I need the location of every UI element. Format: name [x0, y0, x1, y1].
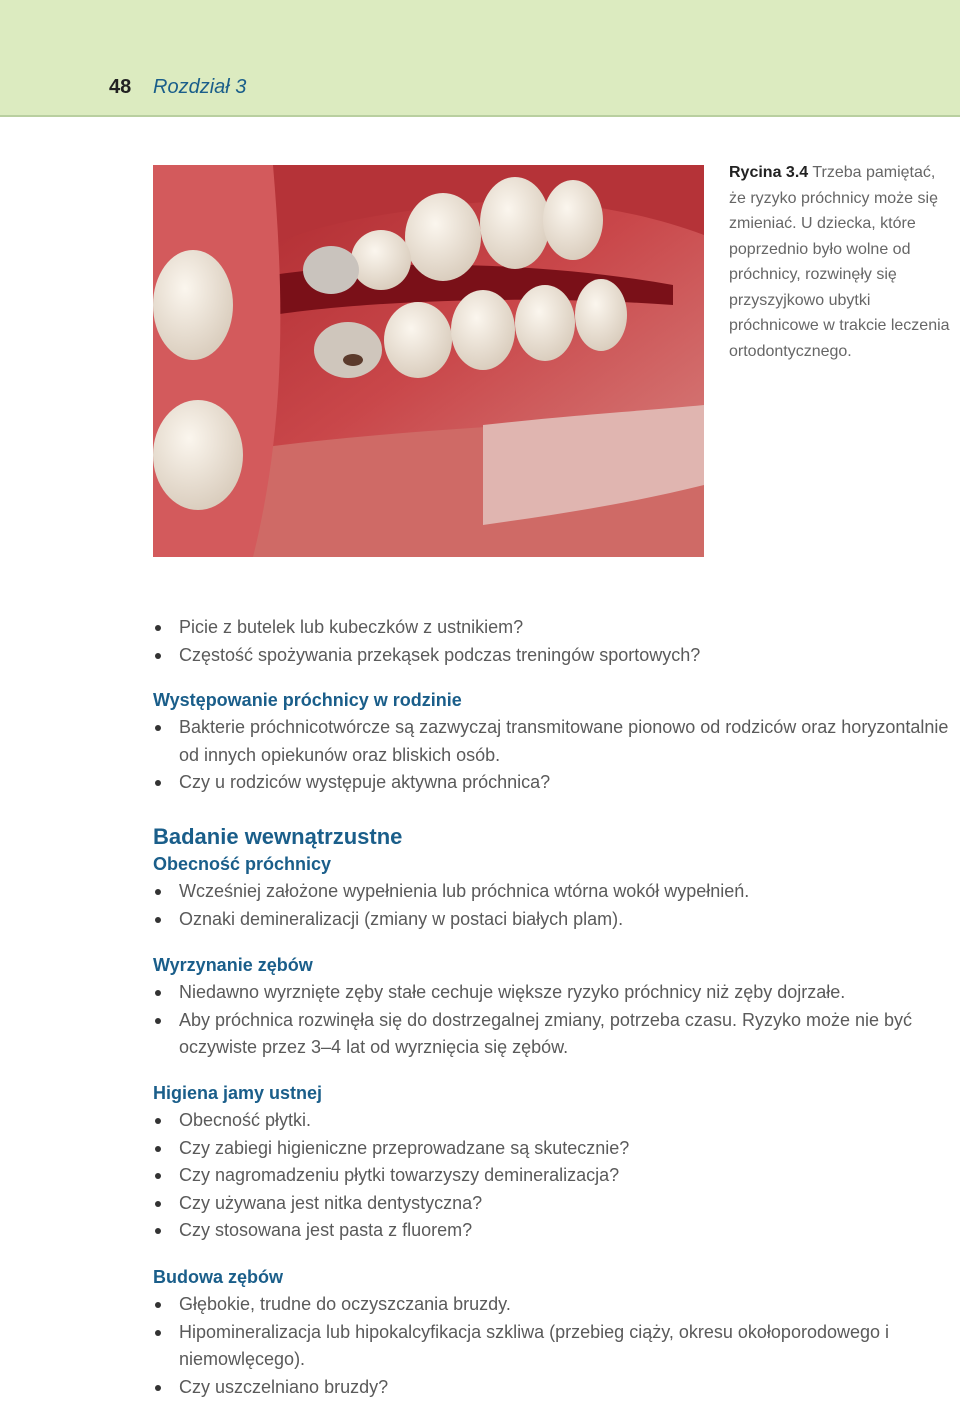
dental-photo	[153, 165, 704, 557]
top-list-section	[153, 614, 958, 669]
list-item: Czy u rodziców występuje aktywna próchnica?	[153, 769, 958, 797]
list-item: Czy nagromadzeniu płytki towarzyszy demineralizacja?	[153, 1162, 958, 1190]
family-section	[153, 687, 958, 797]
section-heading: Higiena jamy ustnej	[153, 1083, 323, 1103]
list-item: Niedawno wyrznięte zęby stałe cechuje większe ryzyko próchnicy niż zęby dojrzałe.	[153, 979, 958, 1007]
list-item: Aby próchnica rozwinęła się do dostrzegalnej zmiany, potrzeba czasu. Ryzyko może nie być oczywiste przez 3–4 lat od wyrznięcia się zębów.	[153, 1007, 958, 1062]
page-number: 48	[109, 76, 132, 98]
list-item: Picie z butelek lub kubeczków z ustnikiem?	[153, 614, 958, 642]
intraoral-section	[153, 823, 958, 933]
section-heading: Wyrzynanie zębów	[153, 955, 313, 975]
list-item: Hipomineralizacja lub hipokalcyfikacja szkliwa (przebieg ciąży, okresu okołoporodowego i niemowlęcego).	[153, 1319, 958, 1374]
chapter-title: Rozdział 3	[153, 76, 247, 98]
list-item: Obecność płytki.	[153, 1107, 958, 1135]
list-item: Bakterie próchnicotwórcze są zazwyczaj transmitowane pionowo od rodziców oraz horyzontalnie od innych opiekunów oraz bliskich osób.	[153, 714, 958, 769]
section-heading: Obecność próchnicy	[153, 854, 332, 874]
hygiene-section	[153, 1080, 958, 1245]
list-item: Wcześniej założone wypełnienia lub próchnica wtórna wokół wypełnień.	[153, 878, 958, 906]
figure-label: Rycina 3.4	[729, 164, 809, 181]
list-item: Oznaki demineralizacji (zmiany w postaci białych plam).	[153, 906, 958, 934]
figure-caption	[729, 160, 954, 364]
eruption-section	[153, 952, 958, 1062]
list-item: Głębokie, trudne do oczyszczania bruzdy.	[153, 1291, 958, 1319]
figure-caption-text: Trzeba pamiętać, że ryzyko próchnicy może się zmieniać. U dziecka, które poprzednio było wolne od próchnicy, rozwinęły się przyszyjkowo ubytki próchnicowe w trakcie leczenia ortodontycznego.	[729, 164, 950, 360]
list-item: Czy uszczelniano bruzdy?	[153, 1374, 958, 1402]
list-item: Czy stosowana jest pasta z fluorem?	[153, 1217, 958, 1245]
page-header	[0, 0, 960, 117]
list-item: Czy używana jest nitka dentystyczna?	[153, 1190, 958, 1218]
section-title: Badanie wewnątrzustne	[153, 824, 403, 849]
section-heading: Występowanie próchnicy w rodzinie	[153, 690, 462, 710]
section-heading: Budowa zębów	[153, 1267, 283, 1287]
list-item: Czy zabiegi higieniczne przeprowadzane są skutecznie?	[153, 1135, 958, 1163]
list-item: Częstość spożywania przekąsek podczas treningów sportowych?	[153, 642, 958, 670]
anatomy-section	[153, 1264, 958, 1401]
